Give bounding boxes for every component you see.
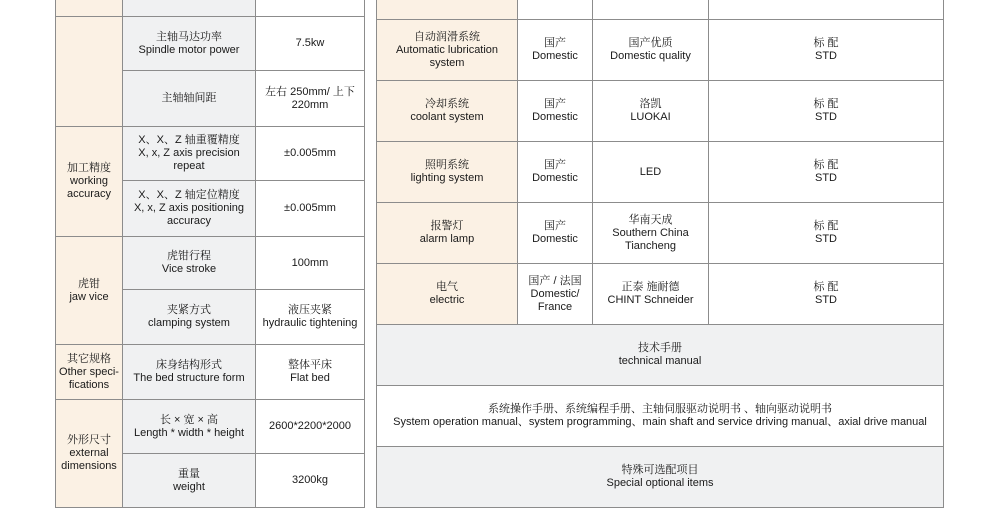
- cell-text-line: System operation manual、system programming、main shaft and service driving manual、axial drive manual: [393, 416, 927, 428]
- cell-text-line: 100mm: [291, 256, 329, 269]
- origin-cell: [518, 20, 593, 81]
- spec-label-cell: [123, 237, 256, 290]
- spec-value-cell: [256, 71, 365, 127]
- cell-text-line: weight: [173, 480, 205, 493]
- cell-text-line: 外形尺寸: [67, 434, 111, 446]
- category-cell: [56, 400, 123, 508]
- cell-text-line: 3200kg: [291, 474, 329, 486]
- cell-text-line: 长 × 宽 × 高: [159, 413, 219, 426]
- component-name-cell: [377, 264, 518, 325]
- config-cell: [709, 264, 944, 325]
- cell-text-line: Special optional items: [606, 477, 714, 489]
- cell-text-line: dimensions: [61, 460, 117, 472]
- cell-text-line: external: [69, 447, 109, 459]
- brand-cell: [593, 20, 709, 81]
- spec-label-cell: [123, 345, 256, 400]
- config-cell: [709, 0, 944, 20]
- cell-text-line: STD: [815, 294, 837, 306]
- cell-text-line: Domestic: [532, 111, 578, 123]
- cell-text-line: X, x, Z axis precision: [138, 147, 240, 159]
- cell-text-line: 220mm: [291, 98, 329, 111]
- cell-text-line: technical manual: [618, 355, 702, 367]
- brand-cell: [593, 142, 709, 203]
- spec-value-cell: [256, 345, 365, 400]
- cell-text-line: 标 配: [813, 98, 839, 110]
- spec-value-cell: [256, 0, 365, 17]
- cell-text-line: 标 配: [813, 220, 839, 232]
- cell-text-line: Southern China: [612, 226, 689, 239]
- component-name-cell: [377, 0, 518, 20]
- cell-text-line: 华南天成: [628, 213, 673, 226]
- cell-text-line: Domestic quality: [610, 50, 691, 62]
- spec-value-cell: [256, 290, 365, 345]
- cell-text-line: 重量: [178, 467, 200, 480]
- cell-text-line: 加工精度: [67, 162, 111, 174]
- spec-value-cell: [256, 454, 365, 508]
- cell-text-line: 虎钳: [78, 277, 100, 290]
- specification-table: [55, 0, 365, 508]
- cell-text-line: coolant system: [410, 111, 484, 123]
- cell-text-line: repeat: [173, 160, 205, 172]
- cell-text-line: 技术手册: [638, 342, 682, 354]
- spec-value-cell: [256, 237, 365, 290]
- cell-text-line: 特殊可选配项目: [621, 464, 699, 476]
- cell-text-line: ±0.005mm: [284, 202, 336, 214]
- cell-text-line: 标 配: [813, 37, 839, 49]
- cell-text-line: Tiancheng: [625, 239, 676, 252]
- category-cell: [56, 237, 123, 345]
- cell-text-line: 冷却系统: [425, 98, 469, 110]
- cell-text-line: The bed structure form: [133, 372, 245, 384]
- category-cell: [56, 127, 123, 237]
- spec-value-cell: [256, 17, 365, 71]
- cell-text-line: Domestic/: [530, 287, 580, 300]
- spec-label-cell: [123, 181, 256, 237]
- cell-text-line: Domestic: [532, 50, 578, 62]
- special-options-header: [377, 447, 944, 508]
- cell-text-line: 系统操作手册、系统编程手册、主轴伺服驱动说明书 、轴向驱动说明书: [487, 403, 833, 415]
- origin-cell: [518, 203, 593, 264]
- cell-text-line: Vice stroke: [161, 263, 217, 275]
- cell-text-line: 照明系统: [425, 159, 469, 171]
- config-cell: [709, 142, 944, 203]
- category-cell: [56, 345, 123, 400]
- brand-cell: [593, 203, 709, 264]
- cell-text-line: 床身结构形式: [156, 359, 222, 371]
- component-name-cell: [377, 81, 518, 142]
- cell-text-line: 自动润滑系统: [414, 30, 480, 43]
- cell-text-line: STD: [815, 172, 837, 184]
- cell-text-line: 7.5kw: [295, 37, 325, 49]
- manual-list-cell: [377, 386, 944, 447]
- cell-text-line: Flat bed: [290, 372, 330, 384]
- cell-text-line: X、X、Z 轴重覆精度: [138, 134, 240, 146]
- cell-text-line: ±0.005mm: [284, 147, 336, 159]
- cell-text-line: accuracy: [66, 188, 112, 200]
- cell-text-line: 整体平床: [288, 359, 332, 371]
- spec-value-cell: [256, 181, 365, 237]
- spec-label-cell: [123, 127, 256, 181]
- cell-text-line: 洛凯: [639, 98, 662, 110]
- cell-text-line: 正泰 施耐德: [621, 281, 680, 293]
- cell-text-line: STD: [815, 50, 837, 62]
- cell-text-line: Automatic lubrication: [395, 43, 499, 56]
- cell-text-line: working: [70, 175, 108, 187]
- cell-text-line: alarm lamp: [419, 233, 475, 245]
- cell-text-line: X, x, Z axis positioning: [133, 202, 245, 214]
- cell-text-line: STD: [815, 111, 837, 123]
- cell-text-line: Domestic: [532, 233, 578, 245]
- component-name-cell: [377, 142, 518, 203]
- cell-text-line: 电气: [436, 281, 458, 293]
- config-cell: [709, 81, 944, 142]
- spec-label-cell: [123, 0, 256, 17]
- cell-text-line: 国产 / 法国: [528, 274, 582, 287]
- cell-text-line: 国产: [544, 220, 566, 232]
- spec-label-cell: [123, 400, 256, 454]
- cell-text-line: electric: [429, 294, 465, 306]
- cell-text-line: 国产: [544, 37, 566, 49]
- spec-label-cell: [123, 71, 256, 127]
- cell-text-line: LED: [639, 165, 662, 178]
- cell-text-line: 国产优质: [628, 37, 673, 49]
- cell-text-line: system: [429, 56, 465, 69]
- cell-text-line: hydraulic tightening: [262, 317, 358, 329]
- cell-text-line: 2600*2200*2000: [269, 420, 351, 432]
- cell-text-line: 主轴马达功率: [156, 30, 222, 43]
- cell-text-line: jaw vice: [69, 290, 109, 303]
- technical-manual-header: [377, 325, 944, 386]
- cell-text-line: France: [537, 300, 573, 313]
- cell-text-line: fications: [68, 378, 110, 391]
- origin-cell: [518, 81, 593, 142]
- cell-text-line: lighting system: [410, 172, 484, 184]
- cell-text-line: 国产: [544, 159, 566, 171]
- origin-cell: [518, 264, 593, 325]
- cell-text-line: 左右 250mm/ 上下: [265, 85, 355, 98]
- category-cell: [56, 0, 123, 17]
- spec-value-cell: [256, 400, 365, 454]
- spec-label-cell: [123, 454, 256, 508]
- brand-cell: [593, 0, 709, 20]
- brand-cell: [593, 81, 709, 142]
- cell-text-line: 国产: [544, 98, 566, 110]
- cell-text-line: X、X、Z 轴定位精度: [138, 189, 240, 201]
- cell-text-line: accuracy: [166, 215, 212, 227]
- cell-text-line: CHINT Schneider: [607, 294, 694, 306]
- brand-cell: [593, 264, 709, 325]
- spec-label-cell: [123, 17, 256, 71]
- spec-value-cell: [256, 127, 365, 181]
- config-cell: [709, 203, 944, 264]
- cell-text-line: STD: [815, 233, 837, 245]
- component-name-cell: [377, 20, 518, 81]
- cell-text-line: 夹紧方式: [167, 304, 211, 316]
- cell-text-line: 主轴轴间距: [161, 92, 217, 104]
- origin-cell: [518, 142, 593, 203]
- cell-text-line: Other speci-: [59, 365, 119, 378]
- cell-text-line: LUOKAI: [630, 111, 671, 123]
- cell-text-line: Domestic: [532, 172, 578, 184]
- category-cell: [56, 17, 123, 127]
- cell-text-line: Length * width * height: [133, 426, 245, 439]
- cell-text-line: 其它规格: [67, 352, 111, 365]
- cell-text-line: 虎钳行程: [167, 250, 211, 262]
- config-cell: [709, 20, 944, 81]
- cell-text-line: Spindle motor power: [138, 43, 240, 56]
- configuration-table: [376, 0, 944, 508]
- origin-cell: [518, 0, 593, 20]
- component-name-cell: [377, 203, 518, 264]
- cell-text-line: 标 配: [813, 159, 839, 171]
- cell-text-line: 报警灯: [430, 220, 464, 232]
- cell-text-line: 液压夹紧: [288, 304, 332, 316]
- cell-text-line: 标 配: [813, 281, 839, 293]
- cell-text-line: clamping system: [148, 317, 230, 329]
- spec-label-cell: [123, 290, 256, 345]
